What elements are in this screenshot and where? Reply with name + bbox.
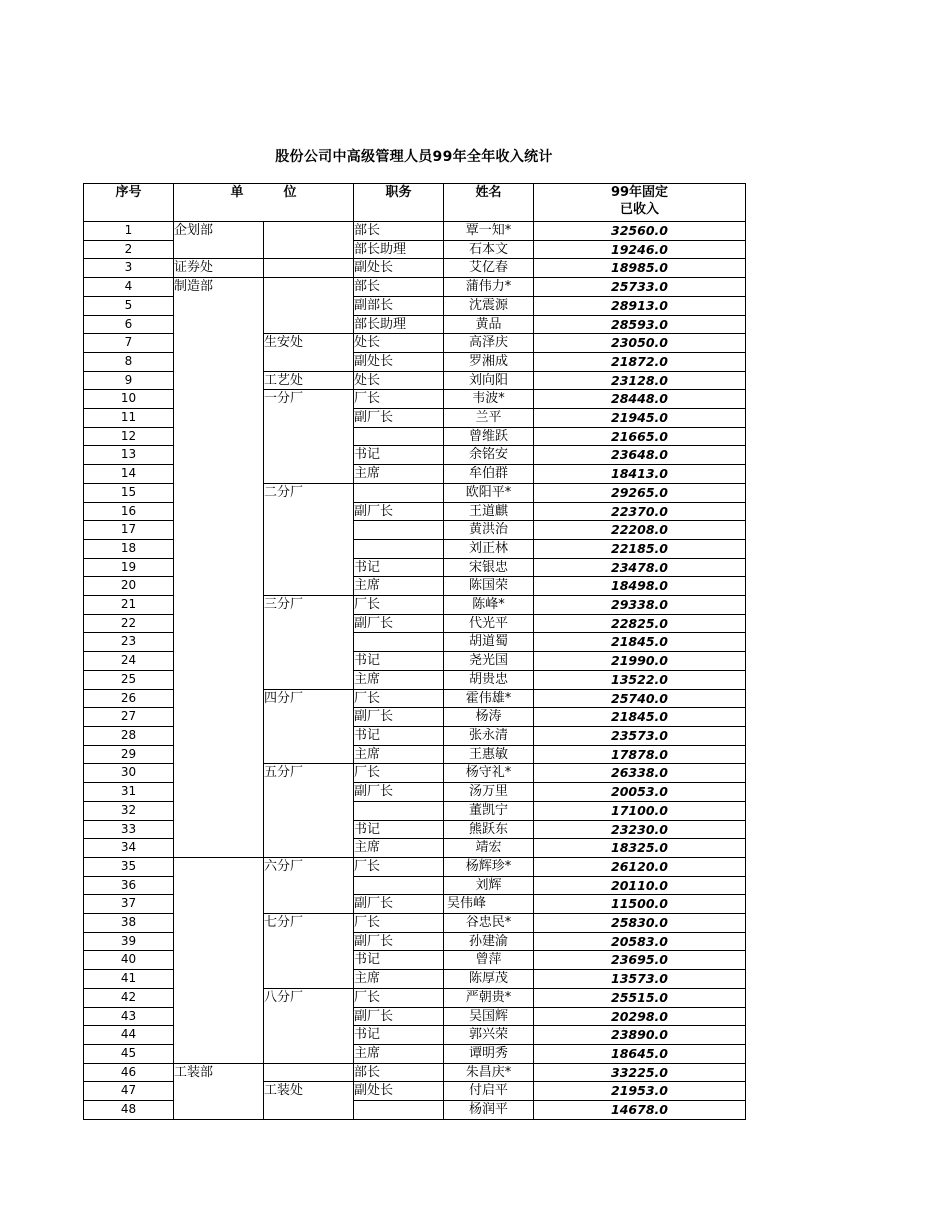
name-cell: 朱昌庆*: [444, 1063, 534, 1082]
header-row: [84, 184, 746, 222]
name-cell: 罗湘成: [444, 352, 534, 371]
seq-cell: 30: [84, 764, 174, 783]
income-cell: 23230.0: [534, 820, 746, 839]
position-cell: 书记: [354, 951, 444, 970]
name-cell: 王惠敏: [444, 745, 534, 764]
name-cell: 蒲伟力*: [444, 278, 534, 297]
seq-cell: 10: [84, 390, 174, 409]
name-cell: 石本文: [444, 240, 534, 259]
income-cell: 21665.0: [534, 427, 746, 446]
income-cell: 22370.0: [534, 502, 746, 521]
header-income-line2: 已收入: [619, 202, 659, 217]
seq-cell: 18: [84, 539, 174, 558]
seq-cell: 16: [84, 502, 174, 521]
subunit-cell: 六分厂: [264, 857, 354, 913]
name-cell: 刘辉: [444, 876, 534, 895]
subunit-cell: 一分厂: [264, 390, 354, 484]
seq-cell: 47: [84, 1082, 174, 1101]
unit-cell: 企划部: [174, 222, 264, 259]
table-row: [84, 259, 746, 278]
subunit-cell: [264, 259, 354, 278]
name-cell: 牟伯群: [444, 465, 534, 484]
income-cell: 23890.0: [534, 1026, 746, 1045]
income-cell: 20583.0: [534, 932, 746, 951]
name-cell: 陈厚茂: [444, 970, 534, 989]
subunit-cell: 五分厂: [264, 764, 354, 858]
name-cell: 霍伟雄*: [444, 689, 534, 708]
subunit-cell: 生安处: [264, 334, 354, 371]
unit-cell: [174, 857, 264, 1063]
name-cell: 欧阳平*: [444, 483, 534, 502]
position-cell: 处长: [354, 334, 444, 353]
position-cell: 书记: [354, 446, 444, 465]
header-seq: 序号: [84, 184, 174, 222]
position-cell: [354, 483, 444, 502]
income-cell: 26120.0: [534, 857, 746, 876]
position-cell: 副部长: [354, 296, 444, 315]
subunit-cell: [264, 1063, 354, 1082]
subunit-cell: 工装处: [264, 1082, 354, 1119]
position-cell: 处长: [354, 371, 444, 390]
seq-cell: 19: [84, 558, 174, 577]
position-cell: 副厂长: [354, 783, 444, 802]
name-cell: 刘正林: [444, 539, 534, 558]
seq-cell: 13: [84, 446, 174, 465]
name-cell: 韦波*: [444, 390, 534, 409]
subunit-cell: 四分厂: [264, 689, 354, 764]
seq-cell: 15: [84, 483, 174, 502]
seq-cell: 24: [84, 652, 174, 671]
position-cell: 副厂长: [354, 614, 444, 633]
income-cell: 18325.0: [534, 839, 746, 858]
income-cell: 21845.0: [534, 633, 746, 652]
table-row: [84, 278, 746, 297]
position-cell: 书记: [354, 820, 444, 839]
seq-cell: 36: [84, 876, 174, 895]
name-cell: 付启平: [444, 1082, 534, 1101]
name-cell: 高泽庆: [444, 334, 534, 353]
income-cell: 25515.0: [534, 988, 746, 1007]
position-cell: 主席: [354, 839, 444, 858]
seq-cell: 34: [84, 839, 174, 858]
income-cell: 25830.0: [534, 914, 746, 933]
position-cell: 厂长: [354, 689, 444, 708]
income-cell: 11500.0: [534, 895, 746, 914]
income-cell: 18498.0: [534, 577, 746, 596]
income-cell: 20053.0: [534, 783, 746, 802]
position-cell: [354, 427, 444, 446]
seq-cell: 7: [84, 334, 174, 353]
table-row: [84, 1063, 746, 1082]
name-cell: 宋银忠: [444, 558, 534, 577]
seq-cell: 32: [84, 801, 174, 820]
seq-cell: 48: [84, 1101, 174, 1120]
unit-cell: 工装部: [174, 1063, 264, 1119]
income-cell: 17100.0: [534, 801, 746, 820]
position-cell: 厂长: [354, 390, 444, 409]
income-cell: 18985.0: [534, 259, 746, 278]
name-cell: 胡道蜀: [444, 633, 534, 652]
header-unit-b: 位: [283, 185, 297, 200]
subunit-cell: 七分厂: [264, 914, 354, 989]
seq-cell: 45: [84, 1044, 174, 1063]
seq-cell: 38: [84, 914, 174, 933]
position-cell: 副处长: [354, 1082, 444, 1101]
name-cell: 谷忠民*: [444, 914, 534, 933]
table-row: [84, 222, 746, 241]
income-cell: 32560.0: [534, 222, 746, 241]
income-cell: 22825.0: [534, 614, 746, 633]
income-cell: 23478.0: [534, 558, 746, 577]
subunit-cell: 工艺处: [264, 371, 354, 390]
income-cell: 20110.0: [534, 876, 746, 895]
name-cell: 杨辉珍*: [444, 857, 534, 876]
position-cell: 主席: [354, 1044, 444, 1063]
seq-cell: 26: [84, 689, 174, 708]
income-cell: 28448.0: [534, 390, 746, 409]
position-cell: 厂长: [354, 914, 444, 933]
position-cell: 部长: [354, 222, 444, 241]
income-cell: 33225.0: [534, 1063, 746, 1082]
subunit-cell: [264, 278, 354, 334]
position-cell: 部长: [354, 278, 444, 297]
income-cell: 21953.0: [534, 1082, 746, 1101]
income-cell: 28593.0: [534, 315, 746, 334]
position-cell: 厂长: [354, 988, 444, 1007]
seq-cell: 6: [84, 315, 174, 334]
seq-cell: 31: [84, 783, 174, 802]
position-cell: 副厂长: [354, 1007, 444, 1026]
income-cell: 18413.0: [534, 465, 746, 484]
name-cell: 陈峰*: [444, 596, 534, 615]
income-cell: 23050.0: [534, 334, 746, 353]
seq-cell: 29: [84, 745, 174, 764]
unit-cell: 证券处: [174, 259, 264, 278]
position-cell: 厂长: [354, 857, 444, 876]
name-cell: 黄洪治: [444, 521, 534, 540]
seq-cell: 3: [84, 259, 174, 278]
name-cell: 曾萍: [444, 951, 534, 970]
income-cell: 23128.0: [534, 371, 746, 390]
position-cell: [354, 633, 444, 652]
position-cell: [354, 1101, 444, 1120]
position-cell: 主席: [354, 465, 444, 484]
position-cell: 部长助理: [354, 315, 444, 334]
position-cell: [354, 521, 444, 540]
seq-cell: 41: [84, 970, 174, 989]
name-cell: 孙建渝: [444, 932, 534, 951]
name-cell: 刘向阳: [444, 371, 534, 390]
name-cell: 王道麒: [444, 502, 534, 521]
income-cell: 23695.0: [534, 951, 746, 970]
seq-cell: 27: [84, 708, 174, 727]
name-cell: 兰平: [444, 409, 534, 428]
name-cell: 杨涛: [444, 708, 534, 727]
position-cell: 副厂长: [354, 708, 444, 727]
position-cell: [354, 876, 444, 895]
income-cell: 18645.0: [534, 1044, 746, 1063]
seq-cell: 43: [84, 1007, 174, 1026]
position-cell: 主席: [354, 577, 444, 596]
income-cell: 22185.0: [534, 539, 746, 558]
subunit-cell: 三分厂: [264, 596, 354, 690]
position-cell: 厂长: [354, 596, 444, 615]
name-cell: 熊跃东: [444, 820, 534, 839]
name-cell: 郭兴荣: [444, 1026, 534, 1045]
seq-cell: 20: [84, 577, 174, 596]
name-cell: 靖宏: [444, 839, 534, 858]
header-unit-a: 单: [230, 185, 244, 200]
position-cell: 副厂长: [354, 409, 444, 428]
name-cell: 吴伟峰: [444, 895, 534, 914]
seq-cell: 40: [84, 951, 174, 970]
unit-cell: 制造部: [174, 278, 264, 858]
seq-cell: 35: [84, 857, 174, 876]
position-cell: 书记: [354, 558, 444, 577]
subunit-cell: [264, 222, 354, 259]
income-cell: 25740.0: [534, 689, 746, 708]
header-income-line1: 99年固定: [610, 185, 669, 200]
name-cell: 陈国荣: [444, 577, 534, 596]
income-cell: 19246.0: [534, 240, 746, 259]
income-cell: 23648.0: [534, 446, 746, 465]
position-cell: 部长: [354, 1063, 444, 1082]
income-cell: 13522.0: [534, 670, 746, 689]
name-cell: 严朝贵*: [444, 988, 534, 1007]
seq-cell: 44: [84, 1026, 174, 1045]
position-cell: 主席: [354, 970, 444, 989]
seq-cell: 1: [84, 222, 174, 241]
name-cell: 余铭安: [444, 446, 534, 465]
header-unit: [174, 184, 354, 222]
name-cell: 覃一知*: [444, 222, 534, 241]
seq-cell: 2: [84, 240, 174, 259]
header-name: 姓名: [444, 184, 534, 222]
seq-cell: 4: [84, 278, 174, 297]
seq-cell: 46: [84, 1063, 174, 1082]
seq-cell: 11: [84, 409, 174, 428]
income-cell: 28913.0: [534, 296, 746, 315]
seq-cell: 42: [84, 988, 174, 1007]
name-cell: 吴国辉: [444, 1007, 534, 1026]
seq-cell: 22: [84, 614, 174, 633]
income-cell: 20298.0: [534, 1007, 746, 1026]
seq-cell: 28: [84, 726, 174, 745]
name-cell: 谭明秀: [444, 1044, 534, 1063]
name-cell: 董凯宁: [444, 801, 534, 820]
income-cell: 29338.0: [534, 596, 746, 615]
seq-cell: 33: [84, 820, 174, 839]
seq-cell: 5: [84, 296, 174, 315]
name-cell: 尧光国: [444, 652, 534, 671]
income-cell: 22208.0: [534, 521, 746, 540]
income-cell: 23573.0: [534, 726, 746, 745]
name-cell: 汤万里: [444, 783, 534, 802]
position-cell: 主席: [354, 670, 444, 689]
position-cell: 副处长: [354, 259, 444, 278]
position-cell: [354, 801, 444, 820]
seq-cell: 14: [84, 465, 174, 484]
income-cell: 17878.0: [534, 745, 746, 764]
income-cell: 29265.0: [534, 483, 746, 502]
income-cell: 25733.0: [534, 278, 746, 297]
income-cell: 21945.0: [534, 409, 746, 428]
income-cell: 21845.0: [534, 708, 746, 727]
seq-cell: 12: [84, 427, 174, 446]
position-cell: 副厂长: [354, 502, 444, 521]
table-row: [84, 857, 746, 876]
name-cell: 代光平: [444, 614, 534, 633]
name-cell: 杨润平: [444, 1101, 534, 1120]
position-cell: 副厂长: [354, 895, 444, 914]
income-cell: 26338.0: [534, 764, 746, 783]
page-title: 股份公司中高级管理人员99年全年收入统计: [275, 149, 553, 165]
position-cell: 厂长: [354, 764, 444, 783]
position-cell: 主席: [354, 745, 444, 764]
name-cell: 沈震源: [444, 296, 534, 315]
subunit-cell: 八分厂: [264, 988, 354, 1063]
subunit-cell: 二分厂: [264, 483, 354, 595]
header-position: 职务: [354, 184, 444, 222]
position-cell: 部长助理: [354, 240, 444, 259]
position-cell: 书记: [354, 652, 444, 671]
name-cell: 黄品: [444, 315, 534, 334]
income-cell: 21872.0: [534, 352, 746, 371]
income-cell: 14678.0: [534, 1101, 746, 1120]
seq-cell: 37: [84, 895, 174, 914]
position-cell: 书记: [354, 726, 444, 745]
seq-cell: 25: [84, 670, 174, 689]
header-income: [534, 184, 746, 222]
name-cell: 胡贵忠: [444, 670, 534, 689]
seq-cell: 23: [84, 633, 174, 652]
name-cell: 杨守礼*: [444, 764, 534, 783]
position-cell: 副处长: [354, 352, 444, 371]
name-cell: 曾维跃: [444, 427, 534, 446]
seq-cell: 9: [84, 371, 174, 390]
income-cell: 13573.0: [534, 970, 746, 989]
seq-cell: 17: [84, 521, 174, 540]
position-cell: 书记: [354, 1026, 444, 1045]
position-cell: 副厂长: [354, 932, 444, 951]
seq-cell: 8: [84, 352, 174, 371]
seq-cell: 39: [84, 932, 174, 951]
income-table: [83, 183, 746, 1120]
position-cell: [354, 539, 444, 558]
name-cell: 张永清: [444, 726, 534, 745]
income-cell: 21990.0: [534, 652, 746, 671]
seq-cell: 21: [84, 596, 174, 615]
name-cell: 艾亿春: [444, 259, 534, 278]
